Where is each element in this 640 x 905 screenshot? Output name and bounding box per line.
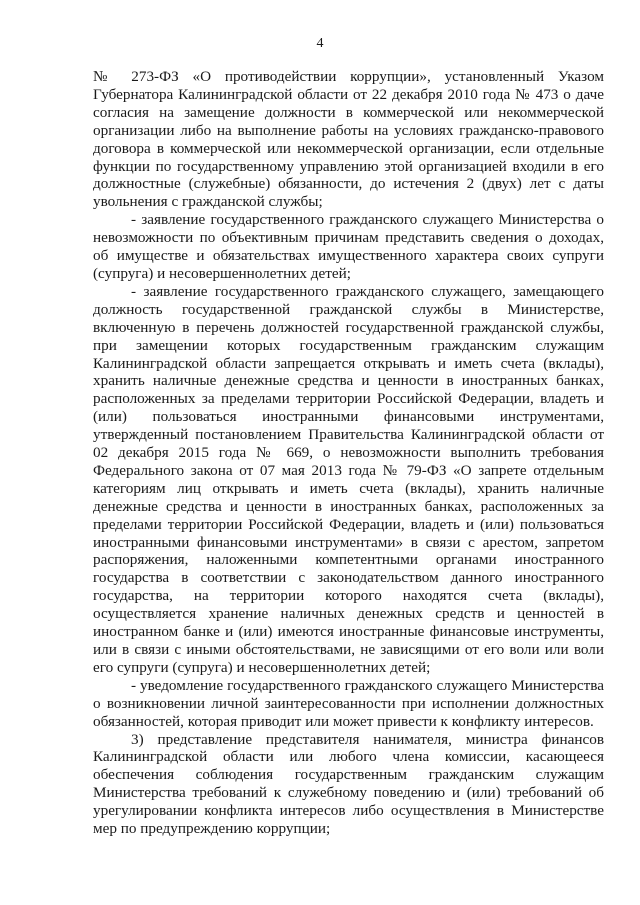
paragraph-conflict-notice: - уведомление государственного гражданского служащего Министерства о возникновении личной заинтересованности при исполнении должностных обязанностей, которая приводит или может привести к конфликту интересов. [93,676,604,730]
page-number: 4 [316,36,324,51]
paragraph-representation: 3) представление представителя нанимателя, министра финансов Калининградской области или любого члена комиссии, касающееся обеспечения соблюдения государственным гражданским служащим Министерства требований к служебному поведению и (или) требований об урегулировании конфликта интересов либо осуществления в Министерстве мер по предупреждению коррупции; [93,730,604,838]
document-body [93,68,604,838]
paragraph-foreign-accounts: - заявление государственного гражданского служащего, замещающего должность государственной гражданской службы в Министерстве, включенную в перечень должностей государственной гражданской службы, при замещении которых государственным гражданским служащим Калининградской области запрещается открывать и иметь счета (вклады), хранить наличные денежные средства и ценности в иностранных банках, расположенных за пределами территории Российской Федерации, владеть и (или) пользоваться иностранными финансовыми инструментами, утвержденный постановлением Правительства Калининградской области от 02 декабря 2015 года № 669, о невозможности выполнить требования Федерального закона от 07 мая 2013 года № 79-ФЗ «О запрете отдельным категориям лиц открывать и иметь счета (вклады), хранить наличные денежные средства и ценности в иностранных банках, расположенных за пределами территории Российской Федерации, владеть и (или) пользоваться иностранными финансовыми инструментами» в связи с арестом, запретом распоряжения, наложенными компетентными органами иностранного государства в соответствии с законодательством данного иностранного государства, на территории которого находятся счета (вклады), осуществляется хранение наличных денежных средств и ценностей в иностранном банке и (или) имеются иностранные финансовые инструменты, или в связи с иными обстоятельствами, не зависящими от его воли или воли его супруги (супруга) и несовершеннолетних детей; [93,282,604,676]
paragraph-law-reference: № 273-ФЗ «О противодействии коррупции», установленный Указом Губернатора Калининградской области от 22 декабря 2010 года № 473 о даче согласия на замещение должности в коммерческой или некоммерческой организации либо на выполнение работы на условиях гражданско-правового договора в коммерческой или некоммерческой организации, если отдельные функции по государственному управлению этой организацией входили в его должностные (служебные) обязанности, до истечения 2 (двух) лет с даты увольнения с гражданской службы; [93,68,604,211]
paragraph-income-statement: - заявление государственного гражданского служащего Министерства о невозможности по объективным причинам представить сведения о доходах, об имуществе и обязательствах имущественного характера своих супруги (супруга) и несовершеннолетних детей; [93,211,604,282]
